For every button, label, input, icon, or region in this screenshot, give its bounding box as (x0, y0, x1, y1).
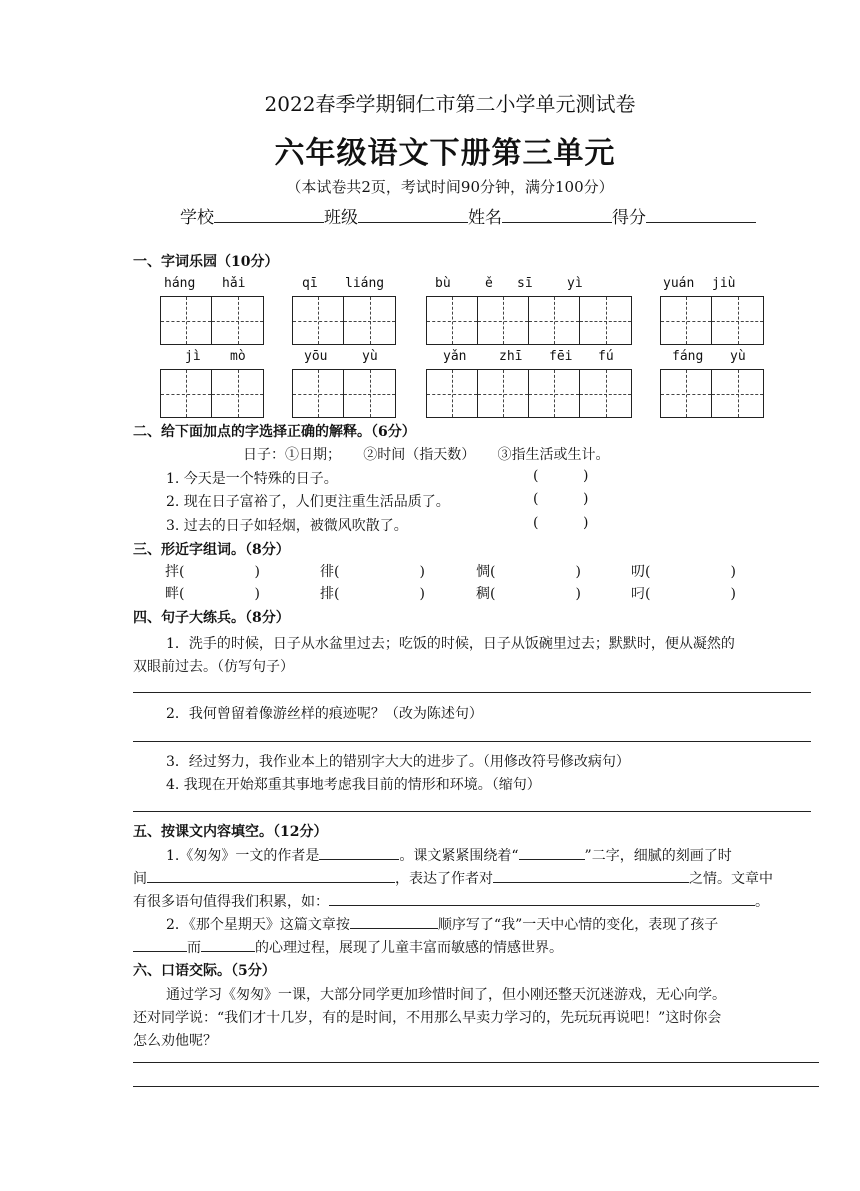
pinyin: yǎn (443, 349, 467, 364)
char-grid[interactable] (426, 296, 632, 345)
section-2-title: 二、给下面加点的字选择正确的解释。（6分） (133, 424, 416, 440)
question-text: 3．经过努力，我作业本上的错别字大大的进步了。（用修改符号修改病句） (166, 754, 630, 770)
pinyin: yuán (663, 276, 695, 291)
question-item: 2. 现在日子富裕了，人们更注重生活品质了。 (166, 494, 450, 510)
field-school-blank[interactable] (214, 208, 324, 223)
pinyin: yù (730, 349, 746, 364)
pinyin: jiù (712, 276, 736, 291)
exam-note: （本试卷共2页，考试时间90分钟，满分100分） (286, 178, 614, 196)
pinyin: háng (164, 276, 196, 291)
word-item[interactable]: 惆( ) (476, 564, 581, 580)
fill-blank[interactable] (133, 937, 187, 952)
prompt-text: 怎么劝他呢？ (133, 1033, 217, 1049)
fill-blank[interactable] (519, 845, 585, 860)
pinyin: liáng (345, 276, 385, 291)
exam-main-title: 六年级语文下册第三单元 (274, 136, 616, 171)
field-score-blank[interactable] (646, 208, 756, 223)
fill-line: 1.《匆匆》一文的作者是 。课文紧紧围绕着“ ”二字，细腻的刻画了时 (166, 845, 732, 865)
fill-blank[interactable] (493, 868, 689, 883)
answer-paren[interactable]: ( ) (533, 515, 589, 531)
pinyin: hǎi (222, 276, 246, 291)
word-item[interactable]: 叼( ) (631, 586, 736, 602)
answer-paren[interactable]: ( ) (533, 491, 589, 507)
prompt-text: 还对同学说：“我们才十几岁，有的是时间，不用那么早卖力学习的，先玩玩再说吧！”这时你会 (133, 1010, 722, 1026)
char-grid[interactable] (292, 369, 396, 418)
word-item[interactable]: 畔( ) (165, 586, 260, 602)
char-grid[interactable] (292, 296, 396, 345)
question-text: 1．洗手的时候，日子从水盆里过去；吃饭的时候，日子从饭碗里过去；默默时，便从凝然的 (166, 636, 735, 652)
char-grid[interactable] (426, 369, 632, 418)
pinyin: zhī (499, 349, 523, 364)
field-class-label: 班级 (324, 208, 358, 228)
word-item[interactable]: 叨( ) (631, 564, 736, 580)
question-item: 3. 过去的日子如轻烟，被微风吹散了。 (166, 518, 408, 534)
info-fields (180, 203, 756, 228)
prompt-text: 通过学习《匆匆》一课，大部分同学更加珍惜时间了，但小刚还整天沉迷游戏，无心向学。 (166, 987, 726, 1003)
fill-line: 有很多语句值得我们积累，如： 。 (133, 891, 769, 911)
answer-line[interactable] (133, 1086, 819, 1087)
exam-subtitle: 2022春季学期铜仁市第二小学单元测试卷 (264, 92, 636, 116)
pinyin: fú (598, 349, 614, 364)
fill-line: 而 的心理过程，展现了儿童丰富而敏感的情感世界。 (133, 937, 563, 957)
char-grid[interactable] (660, 296, 764, 345)
answer-line[interactable] (133, 811, 811, 812)
pinyin: fēi (549, 349, 573, 364)
pinyin: yì (567, 276, 583, 291)
char-grid[interactable] (160, 296, 264, 345)
section-4-title: 四、句子大练兵。（8分） (133, 610, 290, 626)
answer-line[interactable] (133, 741, 811, 742)
pinyin: ě (485, 276, 493, 291)
word-item[interactable]: 拌( ) (165, 564, 260, 580)
field-name-label: 姓名 (468, 208, 502, 228)
question-text: 4. 我现在开始郑重其事地考虑我目前的情形和环境。（缩句） (166, 777, 541, 793)
fill-blank[interactable] (319, 845, 399, 860)
answer-line[interactable] (133, 692, 811, 693)
word-item[interactable]: 徘( ) (320, 564, 425, 580)
pinyin: mò (230, 349, 246, 364)
answer-line[interactable] (133, 1062, 819, 1063)
section-6-title: 六、口语交际。（5分） (133, 963, 276, 979)
field-class-blank[interactable] (358, 208, 468, 223)
pinyin: jì (185, 349, 201, 364)
pinyin: yōu (304, 349, 328, 364)
pinyin: fáng (672, 349, 704, 364)
pinyin: sī (517, 276, 533, 291)
fill-blank[interactable] (350, 914, 438, 929)
fill-blank[interactable] (329, 891, 755, 906)
char-grid[interactable] (660, 369, 764, 418)
word-item[interactable]: 稠( ) (476, 586, 581, 602)
section-5-title: 五、按课文内容填空。（12分） (133, 824, 328, 840)
question-text: 双眼前过去。（仿写句子） (133, 659, 294, 675)
pinyin: qī (302, 276, 318, 291)
char-grid[interactable] (160, 369, 264, 418)
word-item[interactable]: 排( ) (320, 586, 425, 602)
field-school-label: 学校 (180, 208, 214, 228)
fill-line: 2．《那个星期天》这篇文章按 顺序写了“我”一天中心情的变化，表现了孩子 (166, 914, 718, 934)
field-name-blank[interactable] (502, 208, 612, 223)
question-text: 2．我何曾留着像游丝样的痕迹呢？（改为陈述句） (166, 706, 483, 722)
pinyin: bù (435, 276, 451, 291)
field-score-label: 得分 (612, 208, 646, 228)
fill-line: 间 ，表达了作者对 之情。文章中 (133, 868, 773, 888)
definition-line: 日子：①日期； ②时间（指天数） ③指生活或生计。 (243, 447, 610, 463)
answer-paren[interactable]: ( ) (533, 468, 589, 484)
fill-blank[interactable] (201, 937, 255, 952)
section-1-title: 一、字词乐园（10分） (133, 254, 279, 270)
pinyin: yù (362, 349, 378, 364)
section-3-title: 三、形近字组词。（8分） (133, 542, 290, 558)
fill-blank[interactable] (147, 868, 395, 883)
question-item: 1. 今天是一个特殊的日子。 (166, 471, 338, 487)
